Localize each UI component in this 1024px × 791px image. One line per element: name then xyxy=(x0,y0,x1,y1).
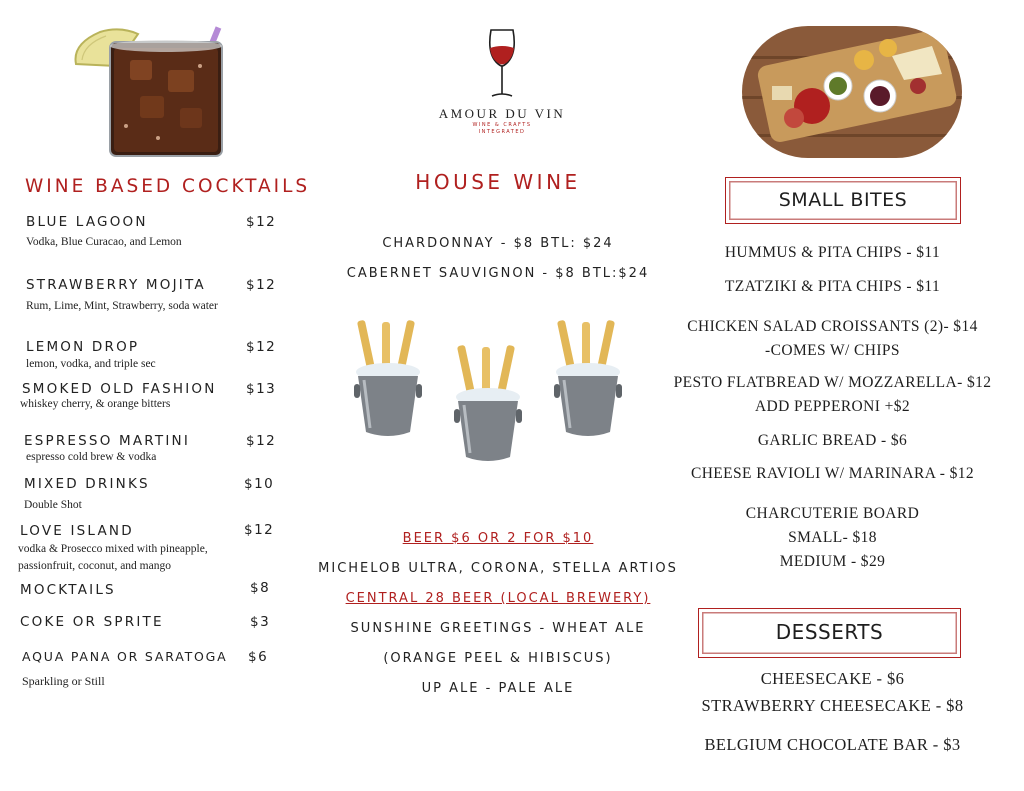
cocktail-description: whiskey cherry, & orange bitters xyxy=(20,398,171,410)
small-bite-item: PESTO FLATBREAD W/ MOZZARELLA- $12 xyxy=(673,374,992,391)
cocktail-name: ESPRESSO MARTINI xyxy=(24,433,190,449)
cocktail-price: $8 xyxy=(250,580,271,596)
cocktails-heading: WINE BASED COCKTAILS xyxy=(25,176,311,197)
cocktail-price: $12 xyxy=(246,214,277,230)
cocktail-description: lemon, vodka, and triple sec xyxy=(26,358,156,370)
logo xyxy=(420,28,584,138)
dessert-item: BELGIUM CHOCOLATE BAR - $3 xyxy=(704,735,961,754)
small-bite-item: MEDIUM - $29 xyxy=(779,553,886,570)
house-wine-heading: HOUSE WINE xyxy=(415,170,581,194)
small-bite-item: TZATZIKI & PITA CHIPS - $11 xyxy=(724,278,941,295)
cocktail-name: STRAWBERRY MOJITA xyxy=(26,277,206,293)
cocktail-description: passionfruit, coconut, and mango xyxy=(18,560,171,572)
wine-glass-icon xyxy=(486,28,518,100)
cocktail-description: Double Shot xyxy=(24,499,82,511)
charcuterie-board-photo xyxy=(742,26,962,158)
small-bite-item: ADD PEPPERONI +$2 xyxy=(754,398,911,415)
logo-tagline-2: INTEGRATED xyxy=(478,129,526,135)
small-bite-item: CHEESE RAVIOLI W/ MARINARA - $12 xyxy=(690,465,975,482)
beer-bucket-icon xyxy=(352,320,424,440)
cocktail-price: $12 xyxy=(244,522,275,538)
cocktail-name: BLUE LAGOON xyxy=(26,214,148,230)
local-beer-header: CENTRAL 28 BEER (LOCAL BREWERY) xyxy=(345,591,651,606)
cocktail-price: $12 xyxy=(246,277,277,293)
cocktail-description: Vodka, Blue Curacao, and Lemon xyxy=(26,236,182,248)
small-bite-item: CHICKEN SALAD CROISSANTS (2)- $14 xyxy=(687,318,978,335)
cocktail-description: espresso cold brew & vodka xyxy=(26,451,157,463)
desserts-heading-frame xyxy=(698,608,961,658)
cocktail-name: SMOKED OLD FASHION xyxy=(22,381,217,397)
cocktail-price: $10 xyxy=(244,476,275,492)
small-bite-item: GARLIC BREAD - $6 xyxy=(757,432,908,449)
beer-line: UP ALE - PALE ALE xyxy=(421,681,575,696)
beer-line: (ORANGE PEEL & HIBISCUS) xyxy=(383,651,613,666)
cocktail-description: Sparkling or Still xyxy=(22,674,105,688)
dessert-item: CHEESECAKE - $6 xyxy=(760,669,905,688)
small-bites-heading: SMALL BITES xyxy=(778,189,908,211)
cocktail-price: $6 xyxy=(248,649,269,665)
cocktail-price: $12 xyxy=(246,433,277,449)
cocktail-photo xyxy=(70,26,240,158)
cocktail-price: $13 xyxy=(246,381,277,397)
house-wine-line: CHARDONNAY - $8 BTL: $24 xyxy=(382,236,614,251)
beer-bucket-icon xyxy=(552,320,624,440)
cocktail-description: Rum, Lime, Mint, Strawberry, soda water xyxy=(26,300,218,312)
cocktail-price: $12 xyxy=(246,339,277,355)
cocktail-name: MOCKTAILS xyxy=(20,582,116,598)
logo-name: AMOUR DU VIN xyxy=(438,106,566,121)
small-bite-item: HUMMUS & PITA CHIPS - $11 xyxy=(724,244,941,261)
small-bites-heading-frame xyxy=(725,177,961,224)
cocktail-name: AQUA PANA OR SARATOGA xyxy=(22,649,228,664)
logo-tagline-1: WINE & CRAFTS xyxy=(472,122,532,128)
beer-bucket-icon xyxy=(452,345,524,465)
cocktail-name: LOVE ISLAND xyxy=(20,523,134,539)
dessert-item: STRAWBERRY CHEESECAKE - $8 xyxy=(701,696,964,715)
small-bite-item: SMALL- $18 xyxy=(788,529,877,546)
desserts-heading: DESSERTS xyxy=(775,620,884,644)
beer-line: MICHELOB ULTRA, CORONA, STELLA ARTIOS xyxy=(318,561,678,576)
small-bite-item: CHARCUTERIE BOARD xyxy=(745,505,920,522)
beer-line: SUNSHINE GREETINGS - WHEAT ALE xyxy=(350,621,646,636)
cocktail-name: LEMON DROP xyxy=(26,339,140,355)
cocktail-name: COKE OR SPRITE xyxy=(20,614,164,630)
beer-header: BEER $6 OR 2 FOR $10 xyxy=(402,531,594,546)
cocktail-description: vodka & Prosecco mixed with pineapple, xyxy=(18,543,208,555)
cocktail-price: $3 xyxy=(250,614,271,630)
house-wine-line: CABERNET SAUVIGNON - $8 BTL:$24 xyxy=(346,266,650,281)
small-bite-item: -COMES W/ CHIPS xyxy=(765,342,900,359)
cocktail-name: MIXED DRINKS xyxy=(24,476,150,492)
